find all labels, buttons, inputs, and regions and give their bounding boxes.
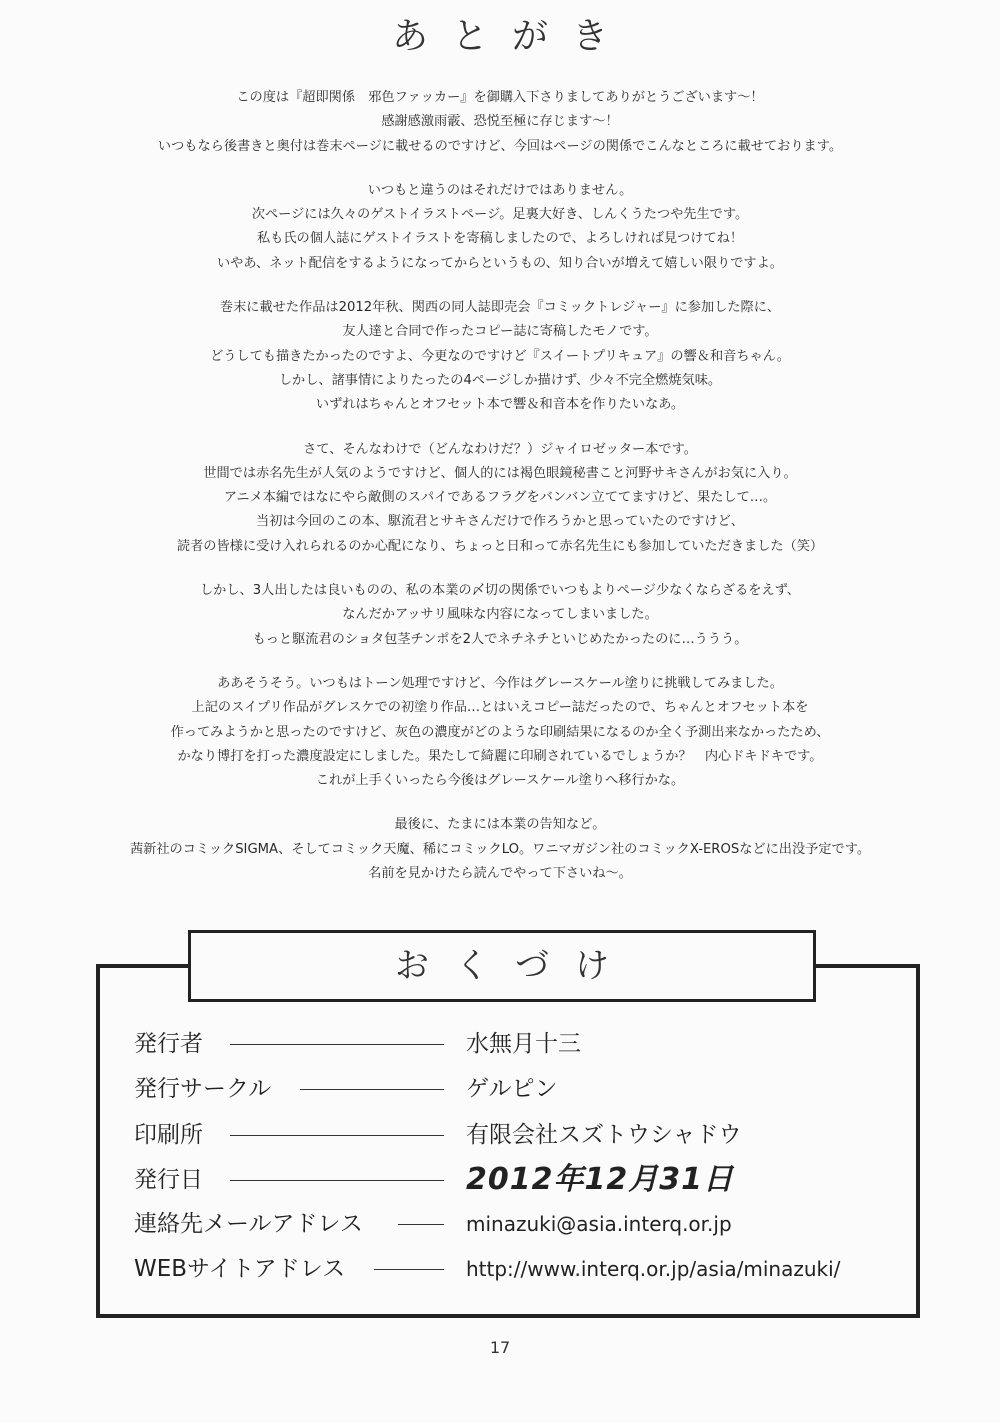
text-line: 最後に、たまには本業の告知など。 — [394, 817, 606, 833]
printer-value: 有限会社スズトウシャドウ — [466, 1122, 742, 1148]
colophon-row-web — [134, 1251, 914, 1287]
afterword-paragraph — [0, 86, 1000, 159]
text-line: いつもと違うのはそれだけではありません。 — [367, 182, 633, 198]
afterword-paragraph — [0, 813, 1000, 886]
colophon-row-printer — [134, 1117, 914, 1153]
colophon-title: おくづけ — [188, 930, 816, 1002]
email-value: minazuki@asia.interq.or.jp — [466, 1212, 732, 1236]
text-line: 友人達と合同で作ったコピー誌に寄稿したモノです。 — [342, 324, 658, 340]
publisher-value: 水無月十三 — [466, 1031, 581, 1057]
text-line: 上記のスイプリ作品がグレスケでの初塗り作品…とはいえコピー誌だったので、ちゃんとオフセット本を — [191, 700, 809, 716]
text-line: 次ページには久々のゲストイラストページ。足裏大好き、しんくうたつや先生です。 — [251, 207, 749, 223]
text-line: これが上手くいったら今後はグレースケール塗りへ移行かな。 — [315, 773, 685, 789]
colophon-row-date — [134, 1162, 914, 1198]
printer-label: 印刷所 — [134, 1122, 203, 1148]
text-line: どうしても描きたかったのですよ、今更なのですけど『スイートプリキュア』の響＆和音ちゃん。 — [210, 348, 790, 364]
text-line: 名前を見かけたら読んでやって下さいね〜。 — [368, 866, 632, 882]
text-line: 感謝感激雨霰、恐悦至極に存じます〜！ — [381, 114, 619, 130]
email-label: 連絡先メールアドレス — [134, 1211, 363, 1237]
text-line: しかし、3人出したは良いものの、私の本業の〆切の関係でいつもよりページ少なくならざるをえず、 — [200, 583, 800, 599]
text-line: さて、そんなわけで（どんなわけだ？）ジャイロゼッター本です。 — [303, 441, 697, 457]
text-line: 世間では赤名先生が人気のようですけど、個人的には褐色眼鏡秘書こと河野サキさんがお気に入り。 — [203, 465, 797, 481]
text-line: なんだかアッサリ風味な内容になってしまいました。 — [342, 607, 658, 623]
afterword-body — [0, 86, 1000, 906]
date-value: 2012年12月31日 — [466, 1162, 734, 1197]
text-line: 作ってみようかと思ったのですけど、灰色の濃度がどのような印刷結果になるのか全く予測出来なかったため、 — [170, 724, 830, 740]
text-line: アニメ本編ではなにやら敵側のスパイであるフラグをバンバン立ててますけど、果たして…。 — [223, 490, 777, 506]
leader-line — [398, 1224, 444, 1225]
text-line: いつもなら後書きと奥付は巻末ページに載せるのですけど、今回はページの関係でこんなところに載せております。 — [157, 138, 843, 154]
leader-line — [230, 1044, 444, 1045]
text-line: 私も氏の個人誌にゲストイラストを寄稿しましたので、よろしければ見つけてね！ — [256, 231, 744, 247]
text-line: もっと駆流君のショタ包茎チンポを2人でネチネチといじめたかったのに…ううう。 — [252, 631, 748, 647]
afterword-paragraph — [0, 179, 1000, 276]
afterword-title: あとがき — [391, 16, 632, 57]
web-label: WEBサイトアドレス — [134, 1256, 346, 1282]
leader-line — [374, 1269, 444, 1270]
leader-line — [230, 1135, 444, 1136]
text-line: 巻末に載せた作品は2012年秋、関西の同人誌即売会『コミックトレジャー』に参加した際に、 — [219, 300, 781, 316]
publisher-label: 発行者 — [134, 1031, 203, 1057]
text-line: 茜新社のコミックSIGMA、そしてコミック天魔、稀にコミックLO。ワニマガジン社のコミックX-EROSなどに出没予定です。 — [129, 841, 871, 857]
text-line: この度は『超即関係 邪色ファッカー』を御購入下さりましてありがとうございます〜！ — [236, 90, 764, 105]
text-line: ああそうそう。いつもはトーン処理ですけど、今作はグレースケール塗りに挑戦してみました。 — [217, 675, 783, 691]
text-line: しかし、諸事情によりたったの4ページしか描けず、少々不完全燃焼気味。 — [278, 372, 722, 388]
text-line: いやあ、ネット配信をするようになってからというもの、知り合いが増えて嬉しい限りですよ。 — [216, 255, 783, 271]
text-line: 当初は今回のこの本、駆流君とサキさんだけで作ろうかと思っていたのですけど、 — [256, 514, 744, 530]
afterword-paragraph — [0, 579, 1000, 652]
text-line: かなり博打を打った濃度設定にしました。果たして綺麗に印刷されているでしょうか？ 内心ドキドキです。 — [177, 748, 823, 764]
text-line: 読者の皆様に受け入れられるのか心配になり、ちょっと日和って赤名先生にも参加していただきました（笑） — [176, 538, 824, 554]
circle-value: ゲルピン — [466, 1076, 558, 1102]
afterword-paragraph — [0, 672, 1000, 793]
afterword-paragraph — [0, 296, 1000, 417]
colophon-row-email — [134, 1206, 914, 1242]
circle-label: 発行サークル — [134, 1076, 272, 1102]
leader-line — [300, 1089, 444, 1090]
colophon-row-publisher — [134, 1026, 914, 1062]
leader-line — [230, 1180, 444, 1181]
page-number: 17 — [489, 1338, 511, 1357]
web-value: http://www.interq.or.jp/asia/minazuki/ — [466, 1257, 841, 1281]
text-line: いずれはちゃんとオフセット本で響＆和音本を作りたいなあ。 — [315, 397, 685, 413]
afterword-paragraph — [0, 438, 1000, 559]
colophon-row-circle — [134, 1071, 914, 1107]
date-label: 発行日 — [134, 1167, 203, 1193]
